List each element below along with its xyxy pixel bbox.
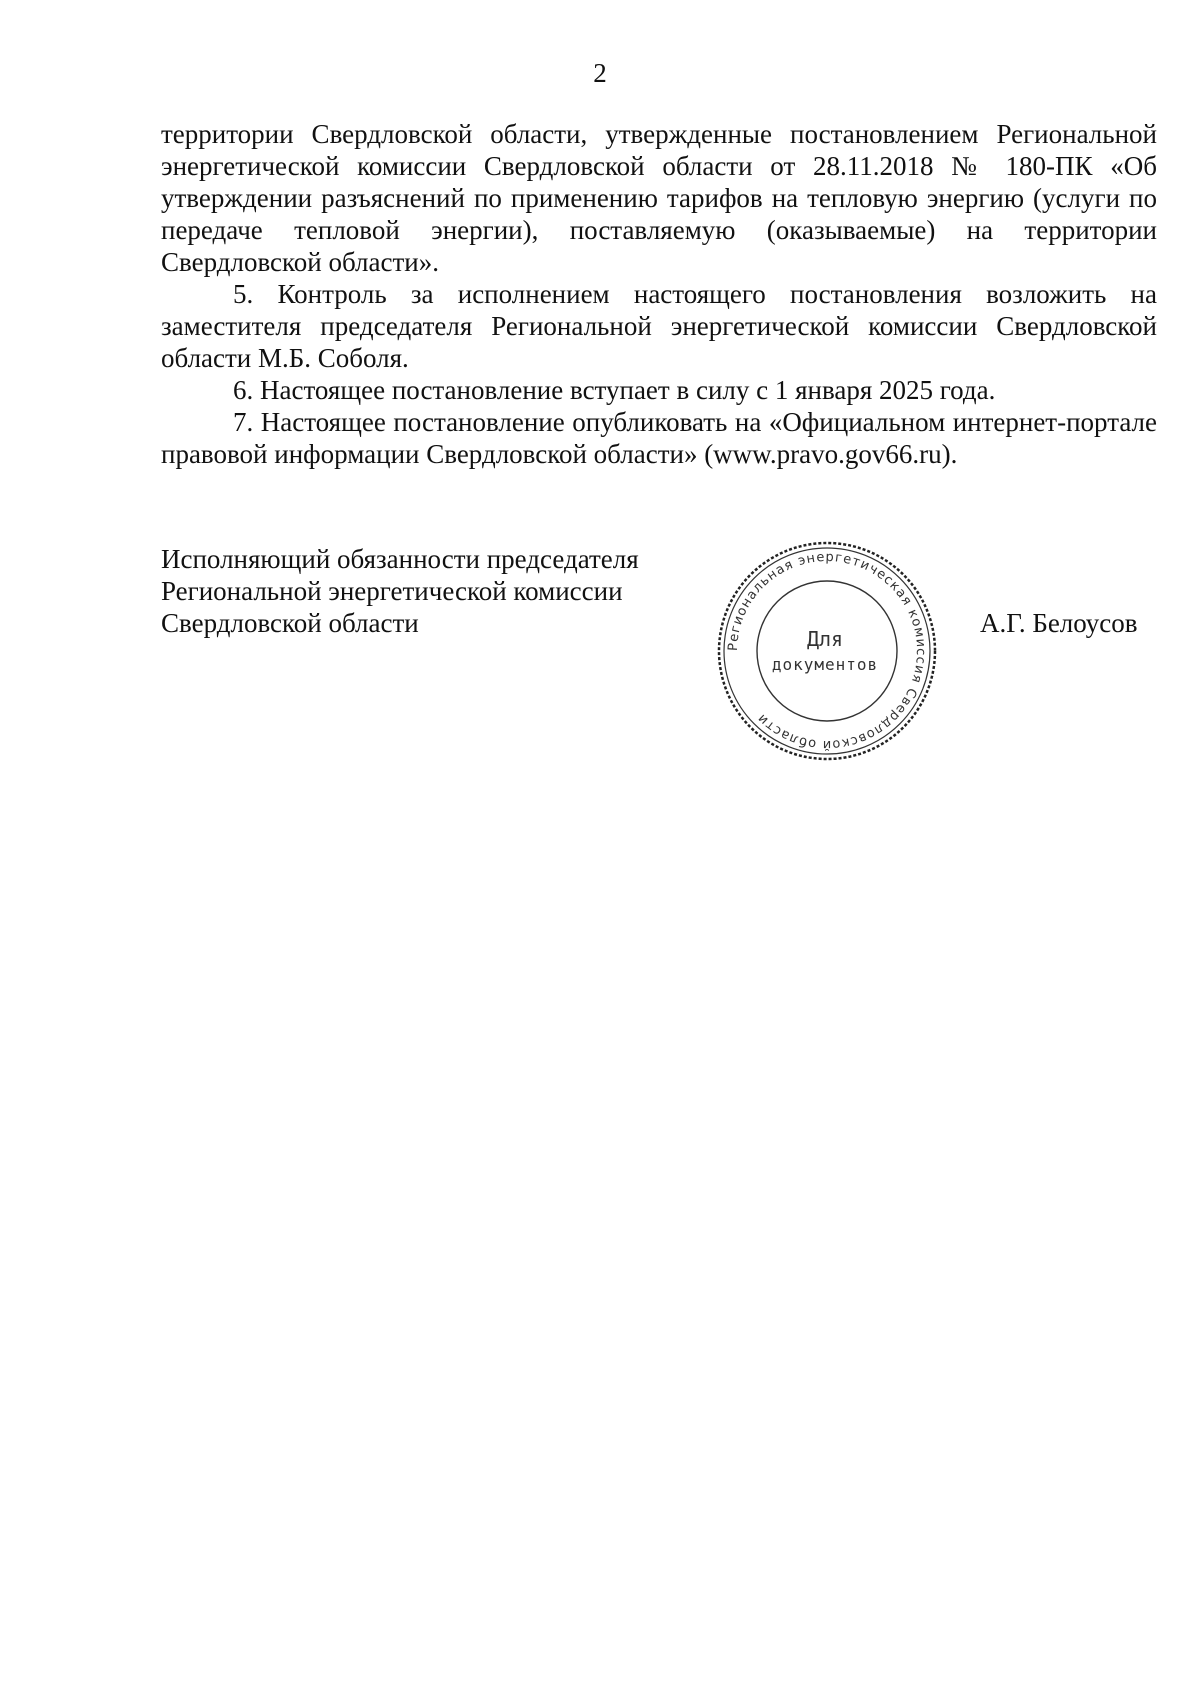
paragraph-6: 6. Настоящее постановление вступает в силу с 1 января 2025 года. <box>233 375 996 405</box>
stamp-seal-graphic <box>712 536 942 766</box>
official-stamp <box>712 536 942 766</box>
stamp-ring-text: Региональная энергетическая комиссия Свердловской области <box>725 549 929 753</box>
stamp-center-line1: Для <box>806 627 844 651</box>
signatory-position-line: Исполняющий обязанности председателя <box>161 544 639 574</box>
paragraph-4-continuation: территории Свердловской области, утвержденные постановлением Региональной энергетической комиссии Свердловской области от 28.11.2018 № 180-ПК «Об утверждении разъяснений по применению тарифов на тепловую энергию (услуги по передаче тепловой энергии), поставляемую (оказываемые) на территории Свердловской области». <box>161 119 1157 277</box>
paragraph-5: 5. Контроль за исполнением настоящего постановления возложить на заместителя председателя Региональной энергетической комиссии Свердловской области М.Б. Соболя. <box>161 279 1157 373</box>
stamp-center-line2: документов <box>771 655 879 674</box>
signatory-position-line: Свердловской области <box>161 608 419 638</box>
page-number: 2 <box>593 58 607 88</box>
signatory-position-line: Региональной энергетической комиссии <box>161 576 623 606</box>
document-body <box>161 118 1157 470</box>
signatory-name: А.Г. Белоусов <box>980 608 1138 638</box>
paragraph-7: 7. Настоящее постановление опубликовать на «Официальном интернет-портале правовой информации Свердловской области» (www.pravo.gov66.ru). <box>161 407 1157 469</box>
signatory-position <box>161 543 639 639</box>
